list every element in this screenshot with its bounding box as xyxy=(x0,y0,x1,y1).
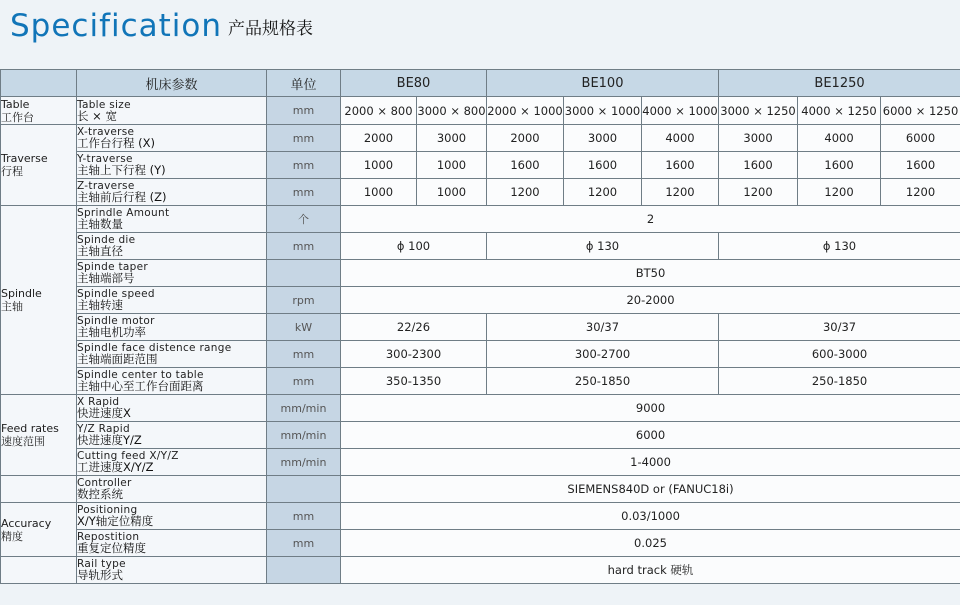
param-zh: 主轴上下行程 (Y) xyxy=(77,163,166,177)
header-param: 机床参数 xyxy=(77,70,267,97)
param-zh: 长 × 宽 xyxy=(77,108,117,123)
value-cell: 3000 xyxy=(719,125,798,152)
unit-cell: mm xyxy=(267,97,341,125)
value-cell: 3000 × 800 xyxy=(417,97,487,125)
param-cell xyxy=(77,125,267,152)
param-en: Spindle center to table xyxy=(77,369,204,381)
unit-cell: kW xyxy=(267,314,341,341)
value-cell: 4000 × 1250 xyxy=(798,97,881,125)
param-zh: 主轴端部号 xyxy=(77,271,135,285)
category-traverse xyxy=(1,125,77,206)
row-z-traverse xyxy=(1,179,960,206)
param-cell xyxy=(77,97,267,125)
category-label-zh: 主轴 xyxy=(1,300,23,313)
param-en: Z-traverse xyxy=(77,180,135,192)
value-cell: 300-2300 xyxy=(341,341,487,368)
value-cell: 0.03/1000 xyxy=(341,503,960,530)
param-zh: 主轴中心至工作台面距离 xyxy=(77,379,204,393)
param-zh: 工进速度X/Y/Z xyxy=(77,460,154,474)
unit-cell: mm xyxy=(267,341,341,368)
title-english: Specification xyxy=(10,8,223,44)
value-cell: 1600 xyxy=(487,152,564,179)
value-cell: 1000 xyxy=(417,152,487,179)
param-cell xyxy=(77,206,267,233)
value-cell: 30/37 xyxy=(719,314,960,341)
unit-cell: mm xyxy=(267,125,341,152)
value-cell: 600-3000 xyxy=(719,341,960,368)
unit-cell xyxy=(267,557,341,584)
value-cell: 1600 xyxy=(719,152,798,179)
value-cell: hard track 硬轨 xyxy=(341,557,960,584)
value-cell: 4000 xyxy=(642,125,719,152)
value-cell: ϕ 130 xyxy=(719,233,960,260)
category-label-zh: 工作台 xyxy=(1,111,34,124)
value-cell: 350-1350 xyxy=(341,368,487,395)
category-blank xyxy=(1,476,77,503)
value-cell: 4000 xyxy=(798,125,881,152)
category-feed-rates xyxy=(1,395,77,476)
param-en: X Rapid xyxy=(77,396,120,408)
value-cell: 9000 xyxy=(341,395,960,422)
param-en: Cutting feed X/Y/Z xyxy=(77,450,179,462)
param-zh: 主轴端面距范围 xyxy=(77,352,158,366)
param-zh: 快进速度X xyxy=(77,406,131,420)
row-spindle-taper xyxy=(1,260,960,287)
category-label-en: Spindle xyxy=(1,287,42,300)
value-cell: 2000 xyxy=(341,125,417,152)
value-cell: 3000 xyxy=(417,125,487,152)
row-rail-type xyxy=(1,557,960,584)
value-cell: 20-2000 xyxy=(341,287,960,314)
header-row xyxy=(1,70,960,97)
row-controller xyxy=(1,476,960,503)
value-cell: 1200 xyxy=(798,179,881,206)
param-cell xyxy=(77,530,267,557)
param-zh: 导轨形式 xyxy=(77,568,123,582)
value-cell: 0.025 xyxy=(341,530,960,557)
param-zh: 主轴数量 xyxy=(77,217,123,231)
value-cell: 1200 xyxy=(719,179,798,206)
value-cell: ϕ 100 xyxy=(341,233,487,260)
value-cell: SIEMENS840D or (FANUC18i) xyxy=(341,476,960,503)
row-spindle-amount xyxy=(1,206,960,233)
row-table-size xyxy=(1,97,960,125)
param-cell xyxy=(77,179,267,206)
header-model-be1250: BE1250 xyxy=(719,70,960,97)
param-zh: 快进速度Y/Z xyxy=(77,433,142,447)
value-cell: 6000 xyxy=(881,125,960,152)
value-cell: 1200 xyxy=(487,179,564,206)
category-label-en: Table xyxy=(1,98,30,111)
param-en: Spindle face distence range xyxy=(77,342,232,354)
param-zh: 重复定位精度 xyxy=(77,541,146,555)
param-zh: 工作台行程 (X) xyxy=(77,136,156,150)
param-en: X-traverse xyxy=(77,126,135,138)
category-label-zh: 行程 xyxy=(1,165,23,178)
param-en: Spinde taper xyxy=(77,261,148,273)
param-cell xyxy=(77,152,267,179)
category-label-en: Traverse xyxy=(1,152,48,165)
category-table xyxy=(1,97,77,125)
param-zh: 主轴前后行程 (Z) xyxy=(77,190,167,204)
row-repostition xyxy=(1,530,960,557)
param-cell xyxy=(77,395,267,422)
value-cell: 2 xyxy=(341,206,960,233)
value-cell: 3000 × 1250 xyxy=(719,97,798,125)
row-x-rapid xyxy=(1,395,960,422)
row-spindle-motor xyxy=(1,314,960,341)
value-cell: 1600 xyxy=(564,152,642,179)
row-positioning xyxy=(1,503,960,530)
value-cell: BT50 xyxy=(341,260,960,287)
unit-cell: mm xyxy=(267,503,341,530)
value-cell: 1000 xyxy=(341,179,417,206)
param-cell xyxy=(77,287,267,314)
param-en: Controller xyxy=(77,477,132,489)
unit-cell: mm xyxy=(267,152,341,179)
param-cell xyxy=(77,476,267,503)
value-cell: 4000 × 1000 xyxy=(642,97,719,125)
param-en: Table size xyxy=(77,98,131,111)
row-face-distance xyxy=(1,341,960,368)
value-cell: 250-1850 xyxy=(719,368,960,395)
param-en: Spindle motor xyxy=(77,315,155,327)
value-cell: ϕ 130 xyxy=(487,233,719,260)
param-en: Sprindle Amount xyxy=(77,207,170,219)
param-cell xyxy=(77,260,267,287)
param-en: Spindle speed xyxy=(77,288,155,300)
param-cell xyxy=(77,341,267,368)
param-en: Repostition xyxy=(77,531,140,543)
param-cell xyxy=(77,449,267,476)
param-cell xyxy=(77,233,267,260)
value-cell: 1-4000 xyxy=(341,449,960,476)
value-cell: 1000 xyxy=(341,152,417,179)
row-cutting-feed xyxy=(1,449,960,476)
value-cell: 1200 xyxy=(642,179,719,206)
header-unit: 单位 xyxy=(267,70,341,97)
param-en: Y/Z Rapid xyxy=(77,423,130,435)
value-cell: 2000 × 800 xyxy=(341,97,417,125)
category-label-zh: 速度范围 xyxy=(1,435,45,448)
page-title xyxy=(10,8,313,56)
param-cell xyxy=(77,314,267,341)
header-model-be80: BE80 xyxy=(341,70,487,97)
category-accuracy xyxy=(1,503,77,557)
specification-table xyxy=(0,69,960,584)
row-center-table xyxy=(1,368,960,395)
value-cell: 2000 xyxy=(487,125,564,152)
row-spindle-die xyxy=(1,233,960,260)
param-en: Spinde die xyxy=(77,234,136,246)
category-label-zh: 精度 xyxy=(1,529,23,543)
row-y-traverse xyxy=(1,152,960,179)
param-zh: 主轴电机功率 xyxy=(77,325,146,339)
param-en: Positioning xyxy=(77,504,138,516)
value-cell: 6000 × 1250 xyxy=(881,97,960,125)
value-cell: 22/26 xyxy=(341,314,487,341)
param-cell xyxy=(77,503,267,530)
unit-cell: mm/min xyxy=(267,422,341,449)
header-model-be100: BE100 xyxy=(487,70,719,97)
param-zh: 主轴直径 xyxy=(77,244,123,258)
unit-cell: 个 xyxy=(267,206,341,233)
category-blank xyxy=(1,557,77,584)
value-cell: 1600 xyxy=(798,152,881,179)
param-cell xyxy=(77,557,267,584)
param-zh: 主轴转速 xyxy=(77,298,123,312)
value-cell: 3000 xyxy=(564,125,642,152)
unit-cell: mm xyxy=(267,233,341,260)
value-cell: 3000 × 1000 xyxy=(564,97,642,125)
title-chinese: 产品规格表 xyxy=(228,18,314,39)
value-cell: 300-2700 xyxy=(487,341,719,368)
param-cell xyxy=(77,368,267,395)
value-cell: 30/37 xyxy=(487,314,719,341)
value-cell: 1600 xyxy=(881,152,960,179)
category-spindle xyxy=(1,206,77,395)
header-blank xyxy=(1,70,77,97)
param-zh: 数控系统 xyxy=(77,487,123,501)
unit-cell: mm xyxy=(267,179,341,206)
value-cell: 6000 xyxy=(341,422,960,449)
value-cell: 2000 × 1000 xyxy=(487,97,564,125)
value-cell: 250-1850 xyxy=(487,368,719,395)
row-x-traverse xyxy=(1,125,960,152)
unit-cell: rpm xyxy=(267,287,341,314)
unit-cell: mm/min xyxy=(267,395,341,422)
row-spindle-speed xyxy=(1,287,960,314)
unit-cell: mm xyxy=(267,530,341,557)
value-cell: 1200 xyxy=(564,179,642,206)
row-yz-rapid xyxy=(1,422,960,449)
value-cell: 1000 xyxy=(417,179,487,206)
unit-cell: mm xyxy=(267,368,341,395)
param-en: Rail type xyxy=(77,558,126,570)
param-en: Y-traverse xyxy=(77,153,133,165)
value-cell: 1600 xyxy=(642,152,719,179)
unit-cell xyxy=(267,260,341,287)
category-label-en: Feed rates xyxy=(1,422,59,435)
category-label-en: Accuracy xyxy=(1,516,52,530)
param-zh: X/Y轴定位精度 xyxy=(77,514,154,528)
value-cell: 1200 xyxy=(881,179,960,206)
unit-cell: mm/min xyxy=(267,449,341,476)
unit-cell xyxy=(267,476,341,503)
param-cell xyxy=(77,422,267,449)
